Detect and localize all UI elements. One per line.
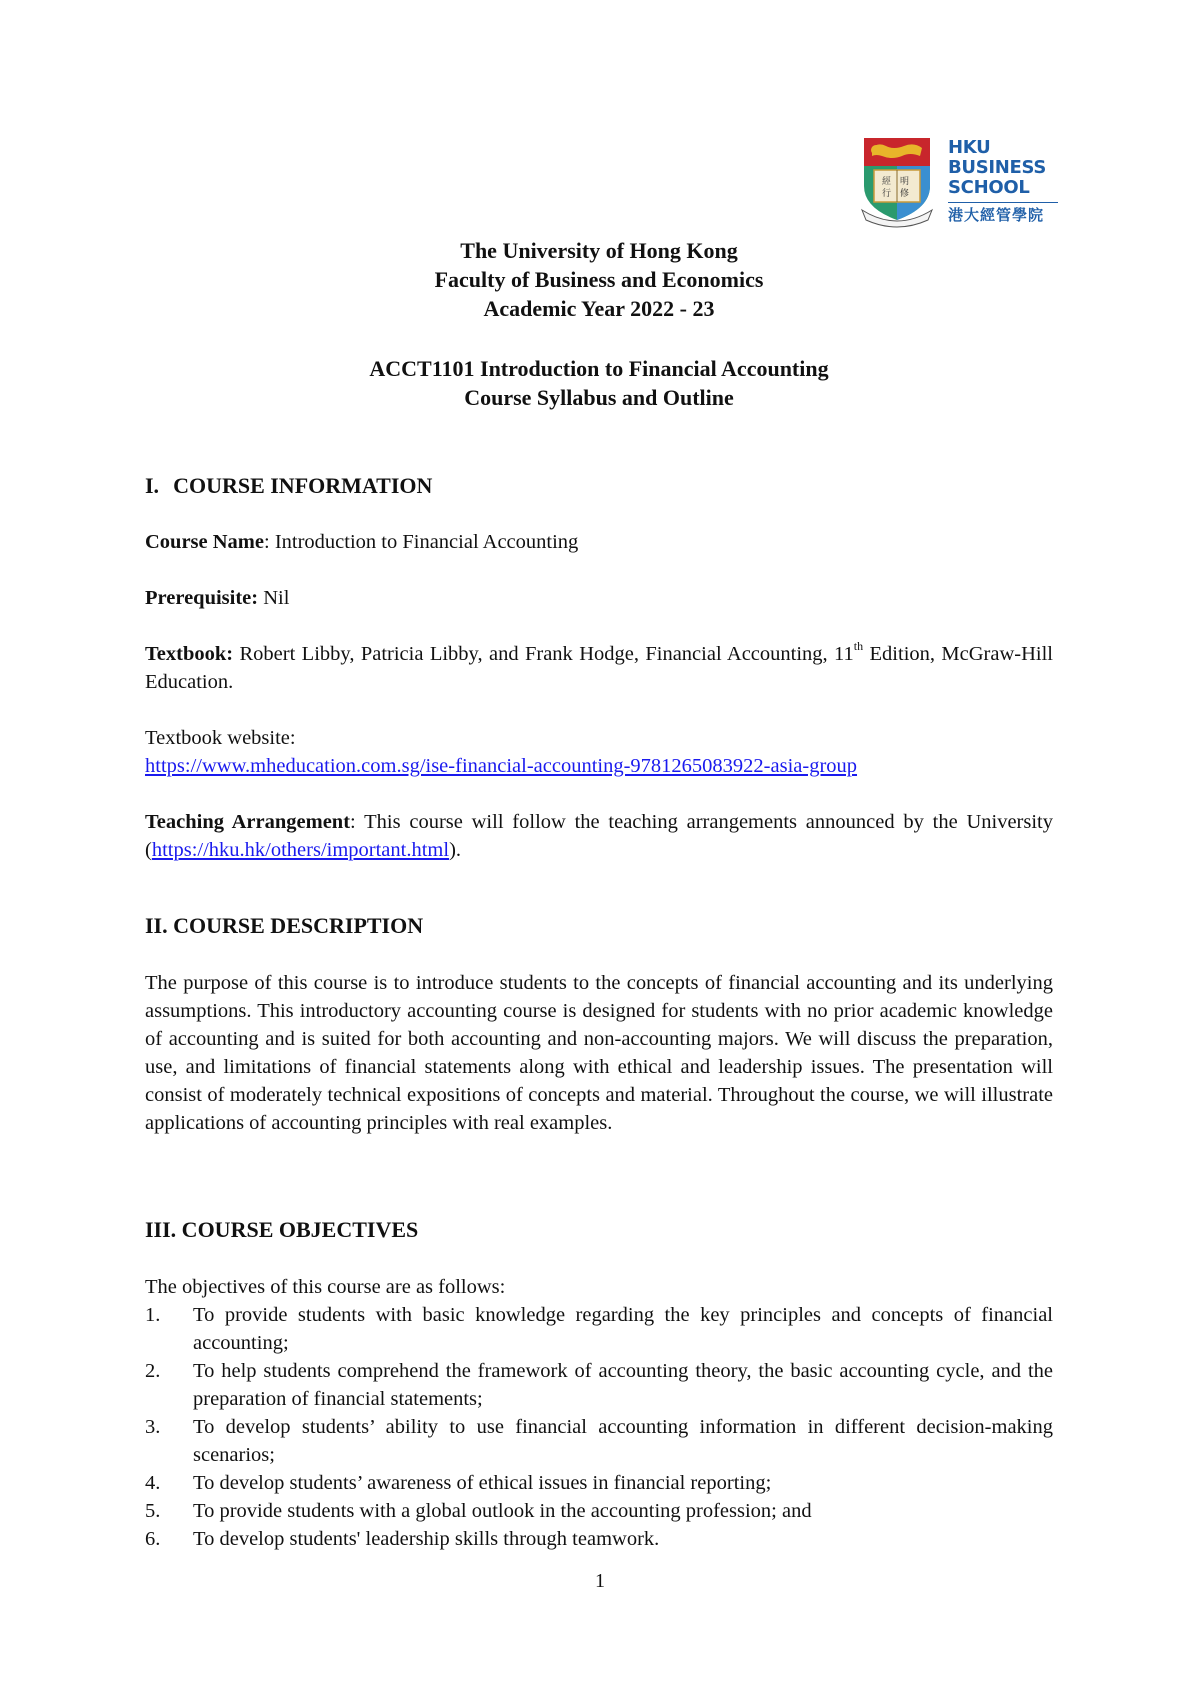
prerequisite-field [145, 584, 1053, 612]
academic-year: Academic Year 2022 - 23 [483, 296, 715, 321]
objective-item [145, 1301, 1053, 1357]
teaching-arrangement-field [145, 808, 1053, 864]
section-number: I. [145, 473, 160, 498]
objective-item [145, 1469, 1053, 1497]
logo-line-business: BUSINESS [948, 157, 1047, 178]
logo-line-school: SCHOOL [948, 177, 1030, 198]
course-description-paragraph: The purpose of this course is to introduce students to the concepts of financial accounting and its underlying assumptions. This introductory accounting course is designed for students with no prior academic knowledge of accounting and is suited for both accounting and non-accounting majors. We will discuss the preparation, use, and limitations of financial statements along with ethical and leadership issues. The presentation will consist of moderately technical expositions of concepts and material. Throughout the course, we will illustrate applications of accounting principles with real examples. [145, 972, 1053, 1134]
university-name: The University of Hong Kong [460, 238, 738, 263]
textbook-value: Robert Libby, Patricia Libby, and Frank Hodge, Financial Accounting, 11 [233, 643, 854, 665]
svg-text:經: 經 [882, 176, 892, 186]
objective-text: To provide students with basic knowledge regarding the key principles and concepts of financial accounting; [193, 1304, 1053, 1354]
objective-number: 1. [145, 1304, 161, 1326]
objective-text: To develop students’ ability to use financial accounting information in different decision-making scenarios; [193, 1416, 1053, 1466]
faculty-name: Faculty of Business and Economics [434, 267, 764, 292]
hku-business-school-logo [860, 134, 1060, 230]
objective-item [145, 1525, 1053, 1553]
teaching-arrangement-value: : This course will follow the teaching arrangements announced by the University ( [145, 811, 1053, 861]
section-heading-course-objectives: III. COURSE OBJECTIVES [145, 1217, 419, 1242]
section-heading-course-information [145, 472, 432, 500]
objective-number: 2. [145, 1360, 161, 1382]
course-header [145, 354, 1053, 412]
textbook-edition-suffix: th [853, 639, 864, 654]
objective-number: 6. [145, 1528, 161, 1550]
textbook-value-cont: Edition, McGraw-Hill Education. [145, 643, 1053, 693]
institution-header [145, 236, 1053, 323]
teaching-arrangement-end: ). [449, 839, 462, 861]
section-title: COURSE INFORMATION [173, 473, 433, 498]
objective-number: 4. [145, 1472, 161, 1494]
document-title: Course Syllabus and Outline [464, 385, 734, 410]
svg-text:行: 行 [882, 188, 892, 198]
textbook-field [145, 640, 1053, 696]
page-number: 1 [595, 1570, 605, 1592]
objective-number: 3. [145, 1416, 161, 1438]
important-notice-link[interactable]: https://hku.hk/others/important.html [151, 839, 450, 861]
objectives-list [145, 1301, 1053, 1553]
course-name-field [145, 528, 1053, 556]
objective-text: To develop students' leadership skills through teamwork. [193, 1528, 660, 1550]
prerequisite-value: Nil [258, 587, 290, 609]
logo-chinese-name: 港大經管學院 [948, 206, 1045, 224]
textbook-website-label: Textbook website: [145, 727, 296, 749]
textbook-label: Textbook: [145, 643, 234, 665]
textbook-website-link[interactable]: https://www.mheducation.com.sg/ise-financial-accounting-9781265083922-asia-group [145, 755, 858, 777]
logo-wordmark [948, 138, 1060, 224]
objective-item [145, 1357, 1053, 1413]
svg-text:明: 明 [900, 176, 910, 186]
svg-text:修: 修 [900, 188, 910, 198]
textbook-website-field [145, 724, 1053, 780]
objective-item [145, 1413, 1053, 1469]
objective-text: To help students comprehend the framework of accounting theory, the basic accounting cycle, and the preparation of financial statements; [193, 1360, 1053, 1410]
prerequisite-label: Prerequisite: [145, 587, 259, 609]
course-title: ACCT1101 Introduction to Financial Accounting [369, 356, 829, 381]
objectives-intro: The objectives of this course are as follows: [145, 1276, 506, 1298]
logo-divider [948, 202, 1058, 203]
objective-item [145, 1497, 1053, 1525]
objective-text: To provide students with a global outlook in the accounting profession; and [193, 1500, 812, 1522]
course-name-value: : Introduction to Financial Accounting [264, 531, 579, 553]
teaching-arrangement-label: Teaching Arrangement [145, 811, 351, 833]
section-heading-course-description: II. COURSE DESCRIPTION [145, 913, 424, 938]
objective-number: 5. [145, 1500, 161, 1522]
hku-crest-icon [860, 136, 934, 228]
course-name-label: Course Name [145, 531, 264, 553]
objective-text: To develop students’ awareness of ethical issues in financial reporting; [193, 1472, 772, 1494]
logo-line-hku: HKU [948, 137, 991, 158]
